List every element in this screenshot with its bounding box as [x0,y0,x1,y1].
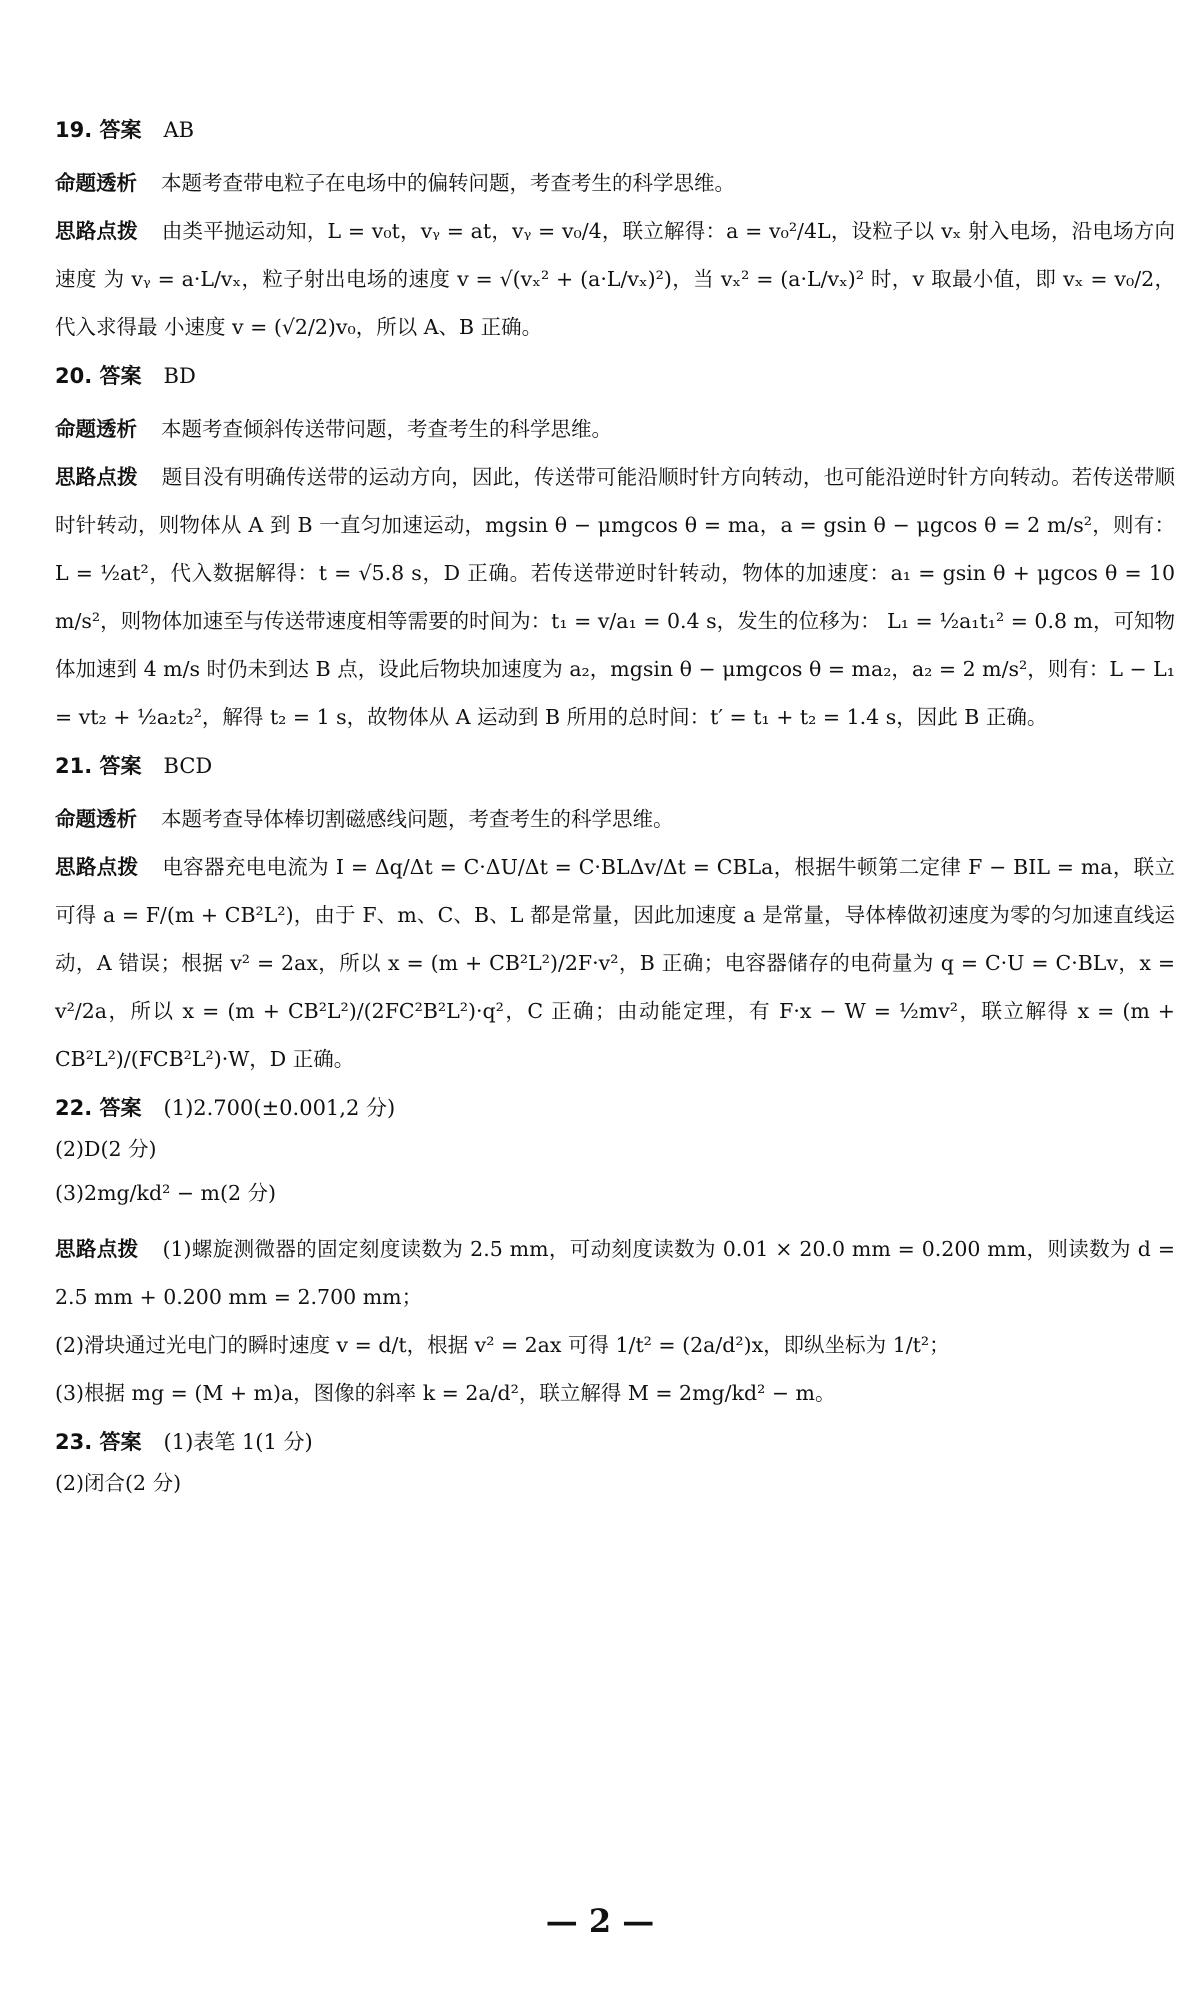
q20-solution [55,453,1175,741]
answer-content [55,115,1175,1505]
q19-analysis-text: 本题考查带电粒子在电场中的偏转问题，考查考生的科学思维。 [161,171,735,195]
q19-solution [55,207,1175,351]
q21-solution [55,843,1175,1083]
q21-solution-line: 错误；根据 v² = 2ax，所以 x = (m + CB²L²)/2F·v²，B 正确；电容器储存的电荷量为 q = C·U = C·BLv，x = v²/2a，所以 x = [55,951,1175,1023]
q19-header [55,115,1175,145]
q20-solution-label: 思路点拨 [55,465,138,489]
q22-answer-2: (2)D(2 分) [55,1137,157,1161]
q23-header [55,1427,1175,1457]
q22-header [55,1093,1175,1123]
q21-analysis [55,795,1175,843]
q20-solution-line: 1.4 s，因此 B 正确。 [846,705,1048,729]
q21-solution-line: 电容器充电电流为 I = Δq/Δt = C·ΔU/Δt = C·BLΔv/Δt = CBLa，根据牛顿第二定律 F − BIL = ma，联立可得 [55,855,1175,927]
q22-answer-3: (3)2mg/kd² − m(2 分) [55,1181,277,1205]
q21-solution-line: a = F/(m + CB²L²)，由于 F、m、C、B、L 都是常量，因此加速度 a 是常量，导体棒做初速度为零的匀加速直线运动，A [55,903,1175,975]
q22-solution-line: (1)螺旋测微器的固定刻度读数为 2.5 mm，可动刻度读数为 0.01 × 20.0 mm = 0.200 mm，则读数 [162,1237,1111,1261]
question-20 [55,361,1175,741]
q19-answer: AB [163,118,195,142]
q21-answer: BCD [163,754,213,778]
q20-analysis [55,405,1175,453]
q21-solution-label: 思路点拨 [55,855,139,879]
question-22 [55,1093,1175,1417]
q22-header-label: 22. 答案 [55,1096,142,1120]
q19-solution-line: 为 vᵧ = a·L/vₓ，粒子射出电场的速度 v = √(vₓ² + (a·L/vₓ)²)，当 vₓ² = (a·L/vₓ)² 时，v 取最小值，即 vₓ = v₀/2，代入求得最 [55,267,1176,339]
q20-header [55,361,1175,391]
page-number: — 2 — [545,1902,655,1940]
q19-header-label: 19. 答案 [55,118,142,142]
q20-answer: BD [163,364,196,388]
q19-solution-label: 思路点拨 [55,219,138,243]
q21-header-label: 21. 答案 [55,754,142,778]
q22-solution [55,1225,1175,1321]
q20-header-label: 20. 答案 [55,364,142,388]
q20-solution-line: L₁ = ½a₁t₁² = 0.8 m，可知物体加速到 4 m/s 时仍未到达 B 点，设此后物块加速度为 a₂，mgsin θ − μmgcos θ = [55,609,1175,681]
q20-analysis-label: 命题透析 [55,417,137,441]
q20-solution-line: gsin θ + μgcos θ = 10 m/s²，则物体加速至与传送带速度相等需要的时间为：t₁ = v/a₁ = 0.4 s，发生的位移为： [55,561,1175,633]
q22-solution-line: (3)根据 mg = (M + m)a，图像的斜率 k = 2a/d²，联立解得 M = 2mg/kd² − m。 [55,1381,836,1405]
q21-analysis-label: 命题透析 [55,807,137,831]
question-19 [55,115,1175,351]
q21-solution-line: (m + CB²L²)/(2FC²B²L²)·q²，C 正确；由动能定理，有 F·x − W = ½mv²，联立解得 x = (m + CB²L²)/(FCB²L²)·W，D 正确。 [55,999,1175,1071]
q22-answer-1: (1)2.700(±0.001,2 分) [163,1096,396,1120]
q19-solution-line: 小速度 v = (√2/2)v₀，所以 A、B 正确。 [164,315,543,339]
q22-solution-line: 为 d = 2.5 mm + 0.200 mm = 2.700 mm； [55,1237,1175,1309]
q23-answer-1: (1)表笔 1(1 分) [163,1430,313,1454]
q22-solution-line: (2)滑块通过光电门的瞬时速度 v = d/t，根据 v² = 2ax 可得 1/t² = (2a/d²)x，即纵坐标为 1/t²； [55,1333,950,1357]
question-21 [55,751,1175,1083]
q23-header-label: 23. 答案 [55,1430,142,1454]
q20-solution-line: 题目没有明确传送带的运动方向，因此，传送带可能沿顺时针方向转动，也可能沿逆时针方向转 [161,465,1031,489]
q21-analysis-text: 本题考查导体棒切割磁感线问题，考查考生的科学思维。 [161,807,674,831]
q20-solution-line: ma₂，a₂ = 2 m/s²，则有：L − L₁ = vt₂ + ½a₂t₂²，解得 t₂ = 1 s，故物体从 A 运动到 B 所用的总时间：t′ = t₁ + t₂ = [55,657,1175,729]
q20-analysis-text: 本题考查倾斜传送带问题，考查考生的科学思维。 [161,417,612,441]
q19-analysis [55,159,1175,207]
q20-solution-line: 2 m/s²，则有：L = ½at²，代入数据解得：t = √5.8 s，D 正确。若传送带逆时针转动，物体的加速度：a₁ = [55,513,1175,585]
q19-analysis-label: 命题透析 [55,171,137,195]
q23-answer-2: (2)闭合(2 分) [55,1471,182,1495]
q19-solution-line: 由类平抛运动知，L = v₀t，vᵧ = at，vᵧ = v₀/4，联立解得：a = v₀²/4L，设粒子以 vₓ 射入电场，沿电场方向速度 [55,219,1175,291]
q22-solution-label: 思路点拨 [55,1237,139,1261]
q20-solution-line: 动。若传送带顺时针转动，则物体从 A 到 B 一直匀加速运动，mgsin θ − μmgcos θ = ma，a = gsin θ − μgcos θ = [55,465,1176,537]
question-23 [55,1427,1175,1505]
q21-header [55,751,1175,781]
